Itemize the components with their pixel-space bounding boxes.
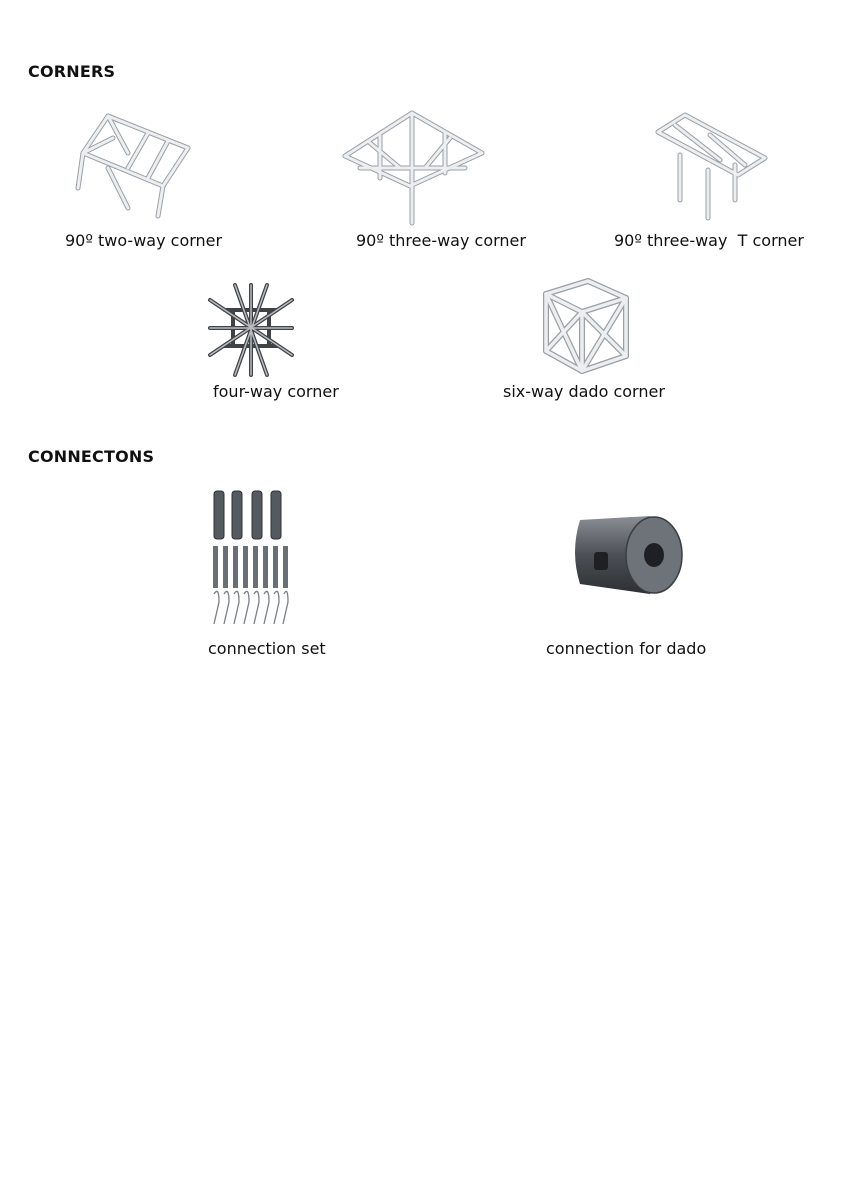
section-heading-connections: CONNECTONS xyxy=(28,447,155,466)
truss-two-way-corner-icon xyxy=(68,108,198,226)
connection-dado-icon xyxy=(570,512,685,598)
truss-six-way-dado-corner-icon xyxy=(538,276,630,376)
connection-set-icon xyxy=(208,488,290,630)
caption-three-way-t-corner: 90º three-way T corner xyxy=(614,231,804,250)
truss-three-way-t-corner-icon xyxy=(650,110,770,222)
caption-four-way-corner: four-way corner xyxy=(213,382,339,401)
caption-connection-for-dado: connection for dado xyxy=(546,639,707,658)
caption-six-way-dado-corner: six-way dado corner xyxy=(503,382,665,401)
section-heading-corners: CORNERS xyxy=(28,62,116,81)
caption-connection-set: connection set xyxy=(208,639,326,658)
truss-four-way-corner-icon xyxy=(205,280,297,380)
truss-three-way-corner-icon xyxy=(340,108,490,230)
caption-two-way-corner: 90º two-way corner xyxy=(65,231,223,250)
caption-three-way-corner: 90º three-way corner xyxy=(356,231,526,250)
